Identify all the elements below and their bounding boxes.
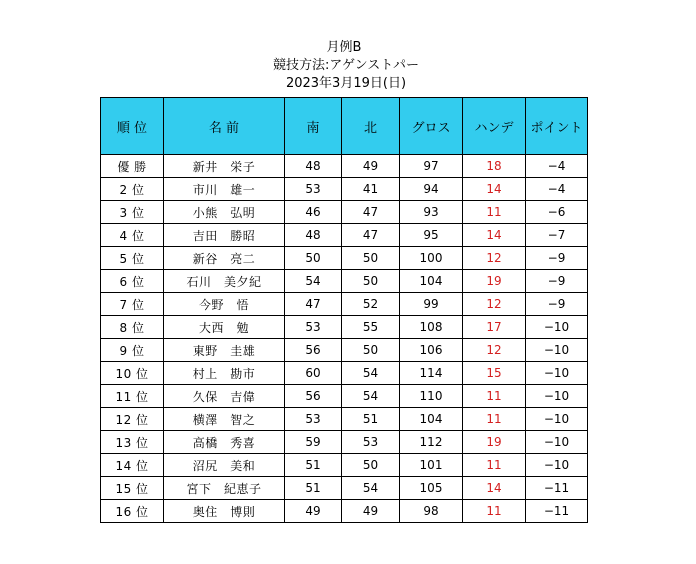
table-row [101, 339, 588, 362]
rank-cell: 8 位 [101, 316, 164, 339]
north-score-cell: 53 [342, 431, 400, 454]
gross-score-cell: 95 [400, 224, 463, 247]
table-header-row [101, 98, 588, 155]
gross-score-cell: 93 [400, 201, 463, 224]
table-row [101, 155, 588, 178]
point-cell: −11 [526, 500, 588, 523]
handicap-cell: 12 [463, 339, 526, 362]
handicap-cell: 19 [463, 431, 526, 454]
table-row [101, 385, 588, 408]
handicap-cell: 15 [463, 362, 526, 385]
south-score-cell: 47 [285, 293, 342, 316]
gross-score-cell: 110 [400, 385, 463, 408]
handicap-cell: 19 [463, 270, 526, 293]
name-cell: 村上 勘市 [164, 362, 285, 385]
header-north: 北 [342, 98, 400, 155]
point-cell: −10 [526, 385, 588, 408]
point-cell: −10 [526, 316, 588, 339]
gross-score-cell: 99 [400, 293, 463, 316]
south-score-cell: 51 [285, 477, 342, 500]
table-row [101, 316, 588, 339]
point-cell: −10 [526, 362, 588, 385]
south-score-cell: 53 [285, 178, 342, 201]
header-gross: グロス [400, 98, 463, 155]
gross-score-cell: 97 [400, 155, 463, 178]
north-score-cell: 47 [342, 201, 400, 224]
south-score-cell: 48 [285, 224, 342, 247]
event-date: 2023年3月19日(日) [285, 76, 407, 91]
name-cell: 沼尻 美和 [164, 454, 285, 477]
header-handicap: ハンデ [463, 98, 526, 155]
north-score-cell: 55 [342, 316, 400, 339]
north-score-cell: 54 [342, 477, 400, 500]
point-cell: −7 [526, 224, 588, 247]
competition-method: 競技方法:アゲンストパー [272, 58, 420, 73]
north-score-cell: 50 [342, 454, 400, 477]
rank-cell: 優 勝 [101, 155, 164, 178]
south-score-cell: 60 [285, 362, 342, 385]
north-score-cell: 49 [342, 500, 400, 523]
handicap-cell: 18 [463, 155, 526, 178]
point-cell: −10 [526, 431, 588, 454]
name-cell: 大西 勉 [164, 316, 285, 339]
name-cell: 今野 悟 [164, 293, 285, 316]
rank-cell: 15 位 [101, 477, 164, 500]
gross-score-cell: 108 [400, 316, 463, 339]
handicap-cell: 11 [463, 454, 526, 477]
point-cell: −10 [526, 408, 588, 431]
south-score-cell: 56 [285, 385, 342, 408]
name-cell: 宮下 紀恵子 [164, 477, 285, 500]
north-score-cell: 51 [342, 408, 400, 431]
south-score-cell: 51 [285, 454, 342, 477]
name-cell: 横澤 智之 [164, 408, 285, 431]
handicap-cell: 12 [463, 247, 526, 270]
header-rank: 順 位 [101, 98, 164, 155]
page-title: 月例B [326, 40, 362, 55]
name-cell: 新谷 亮二 [164, 247, 285, 270]
table-row [101, 201, 588, 224]
point-cell: −10 [526, 339, 588, 362]
table-row [101, 477, 588, 500]
handicap-cell: 11 [463, 408, 526, 431]
south-score-cell: 53 [285, 408, 342, 431]
table-row [101, 431, 588, 454]
handicap-cell: 11 [463, 500, 526, 523]
point-cell: −4 [526, 178, 588, 201]
south-score-cell: 49 [285, 500, 342, 523]
name-cell: 高橋 秀喜 [164, 431, 285, 454]
gross-score-cell: 98 [400, 500, 463, 523]
point-cell: −9 [526, 247, 588, 270]
rank-cell: 10 位 [101, 362, 164, 385]
name-cell: 吉田 勝昭 [164, 224, 285, 247]
gross-score-cell: 104 [400, 270, 463, 293]
rank-cell: 14 位 [101, 454, 164, 477]
handicap-cell: 14 [463, 477, 526, 500]
name-cell: 奥住 博則 [164, 500, 285, 523]
name-cell: 久保 吉偉 [164, 385, 285, 408]
gross-score-cell: 104 [400, 408, 463, 431]
point-cell: −11 [526, 477, 588, 500]
point-cell: −10 [526, 454, 588, 477]
north-score-cell: 49 [342, 155, 400, 178]
rank-cell: 11 位 [101, 385, 164, 408]
rank-cell: 4 位 [101, 224, 164, 247]
gross-score-cell: 114 [400, 362, 463, 385]
south-score-cell: 56 [285, 339, 342, 362]
rank-cell: 9 位 [101, 339, 164, 362]
south-score-cell: 48 [285, 155, 342, 178]
north-score-cell: 50 [342, 339, 400, 362]
table-row [101, 500, 588, 523]
north-score-cell: 50 [342, 247, 400, 270]
table-row [101, 408, 588, 431]
handicap-cell: 12 [463, 293, 526, 316]
name-cell: 石川 美夕紀 [164, 270, 285, 293]
table-row [101, 224, 588, 247]
handicap-cell: 11 [463, 385, 526, 408]
rank-cell: 6 位 [101, 270, 164, 293]
south-score-cell: 46 [285, 201, 342, 224]
south-score-cell: 53 [285, 316, 342, 339]
handicap-cell: 11 [463, 201, 526, 224]
gross-score-cell: 101 [400, 454, 463, 477]
north-score-cell: 54 [342, 385, 400, 408]
point-cell: −6 [526, 201, 588, 224]
rank-cell: 13 位 [101, 431, 164, 454]
gross-score-cell: 100 [400, 247, 463, 270]
gross-score-cell: 94 [400, 178, 463, 201]
results-table [100, 97, 588, 523]
results-body [101, 155, 588, 523]
rank-cell: 3 位 [101, 201, 164, 224]
name-cell: 小熊 弘明 [164, 201, 285, 224]
rank-cell: 12 位 [101, 408, 164, 431]
header-south: 南 [285, 98, 342, 155]
handicap-cell: 14 [463, 224, 526, 247]
point-cell: −4 [526, 155, 588, 178]
rank-cell: 7 位 [101, 293, 164, 316]
table-row [101, 293, 588, 316]
name-cell: 東野 圭雄 [164, 339, 285, 362]
table-row [101, 454, 588, 477]
gross-score-cell: 112 [400, 431, 463, 454]
rank-cell: 16 位 [101, 500, 164, 523]
header-point: ポイント [526, 98, 588, 155]
handicap-cell: 14 [463, 178, 526, 201]
north-score-cell: 52 [342, 293, 400, 316]
point-cell: −9 [526, 293, 588, 316]
header-name: 名 前 [164, 98, 285, 155]
gross-score-cell: 106 [400, 339, 463, 362]
point-cell: −9 [526, 270, 588, 293]
north-score-cell: 47 [342, 224, 400, 247]
table-row [101, 178, 588, 201]
north-score-cell: 41 [342, 178, 400, 201]
handicap-cell: 17 [463, 316, 526, 339]
name-cell: 新井 栄子 [164, 155, 285, 178]
table-row [101, 270, 588, 293]
rank-cell: 5 位 [101, 247, 164, 270]
rank-cell: 2 位 [101, 178, 164, 201]
south-score-cell: 54 [285, 270, 342, 293]
table-row [101, 247, 588, 270]
table-row [101, 362, 588, 385]
name-cell: 市川 雄一 [164, 178, 285, 201]
south-score-cell: 59 [285, 431, 342, 454]
south-score-cell: 50 [285, 247, 342, 270]
gross-score-cell: 105 [400, 477, 463, 500]
north-score-cell: 54 [342, 362, 400, 385]
north-score-cell: 50 [342, 270, 400, 293]
